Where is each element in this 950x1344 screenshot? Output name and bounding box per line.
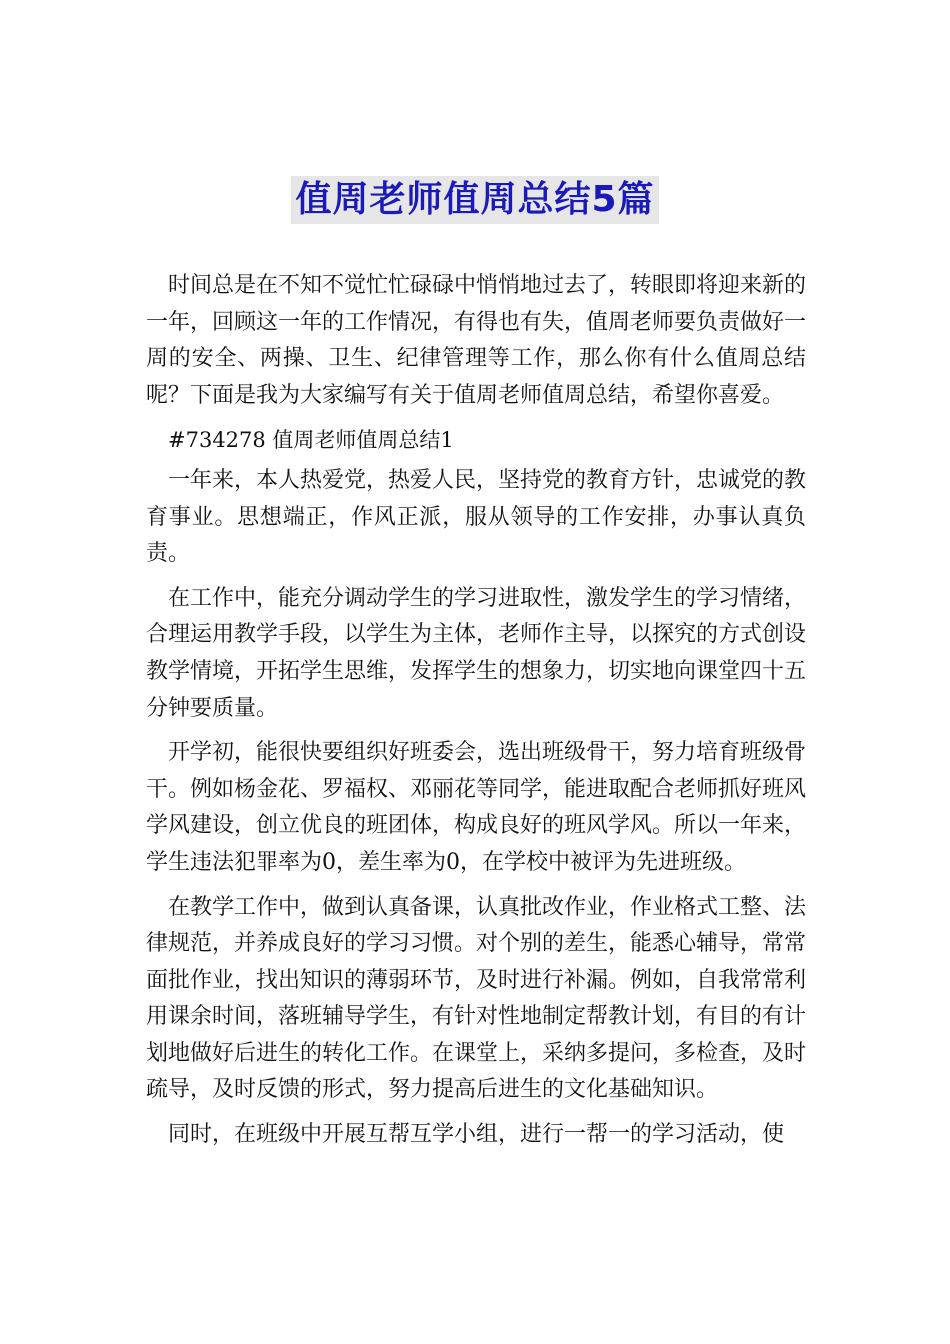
document-body: [146, 268, 806, 1162]
body-paragraph-1: 一年来，本人热爱党，热爱人民，坚持党的教育方针，忠诚党的教育事业。思想端正，作风正派，服从领导的工作安排，办事认真负责。: [146, 467, 807, 567]
body-paragraph-2: 在工作中，能充分调动学生的学习进取性，激发学生的学习情绪，合理运用教学手段，以学生为主体，老师作主导，以探究的方式创设教学情境，开拓学生思维，发挥学生的想象力，切实地向课堂四十五分钟要质量。: [146, 585, 807, 721]
document-title: 值周老师值周总结5篇: [291, 176, 658, 224]
body-paragraph-4: 在教学工作中，做到认真备课，认真批改作业，作业格式工整、法律规范，并养成良好的学习习惯。对个别的差生，能悉心辅导，常常面批作业，找出知识的薄弱环节，及时进行补漏。例如，自我常常利用课余时间，落班辅导学生，有针对性地制定帮教计划，有目的有计划地做好后进生的转化工作。在课堂上，采纳多提问，多检查，及时疏导，及时反馈的形式，努力提高后进生的文化基础知识。: [146, 894, 807, 1103]
title-container: [0, 176, 950, 224]
intro-paragraph: 时间总是在不知不觉忙忙碌碌中悄悄地过去了，转眼即将迎来新的一年，回顾这一年的工作情况，有得也有失，值周老师要负责做好一周的安全、两操、卫生、纪律管理等工作，那么你有什么值周总结呢？下面是我为大家编写有关于值周老师值周总结，希望你喜爱。: [146, 273, 807, 408]
body-paragraph-5: 同时，在班级中开展互帮互学小组，进行一帮一的学习活动，使: [168, 1122, 785, 1148]
body-paragraph-3: 开学初，能很快要组织好班委会，选出班级骨干，努力培育班级骨干。例如杨金花、罗福权、邓丽花等同学，能进取配合老师抓好班风学风建设，创立优良的班团体，构成良好的班风学风。所以一年来，学生违法犯罪率为0，差生率为0，在学校中被评为先进班级。: [146, 740, 807, 875]
section-heading: #734278 值周老师值周总结1: [168, 428, 454, 453]
